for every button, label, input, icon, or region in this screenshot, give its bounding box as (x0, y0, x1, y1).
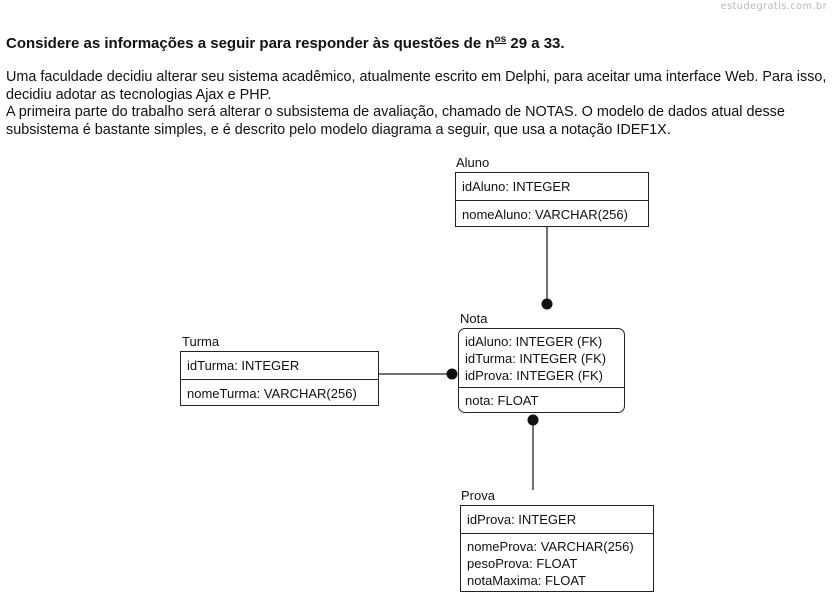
prova-entity-name: Prova (461, 488, 495, 503)
nota-key-attribute: idTurma: INTEGER (FK) (465, 351, 607, 366)
heading-text-end: 29 a 33. (506, 35, 565, 52)
turma-attribute: nomeTurma: VARCHAR(256) (187, 386, 357, 401)
nota-attribute: nota: FLOAT (465, 393, 539, 408)
turma-key-attribute: idTurma: INTEGER (187, 358, 300, 373)
aluno-key-attribute: idAluno: INTEGER (462, 179, 571, 194)
turma-entity-name: Turma (182, 334, 220, 349)
turma-entity (180, 351, 379, 406)
nota-key-attribute: idProva: INTEGER (FK) (465, 368, 603, 383)
turma-key-section (181, 352, 378, 379)
turma-attribute-section (181, 379, 378, 405)
heading-text: Considere as informações a seguir para responder às questões de n (6, 35, 495, 52)
nota-entity-name: Nota (460, 311, 488, 326)
aluno-entity-name: Aluno (456, 155, 490, 170)
paragraph-1: Uma faculdade decidiu alterar seu sistema acadêmico, atualmente escrito em Delphi, para aceitar uma interface Web. Para isso, decidiu adotar as tecnologias Ajax e PHP. (6, 69, 827, 103)
prova-nota-dot (528, 415, 539, 426)
nota-key-section (459, 329, 624, 387)
prova-entity (460, 505, 654, 592)
aluno-entity (455, 172, 649, 227)
prova-attribute: notaMaxima: FLOAT (467, 573, 586, 588)
aluno-attribute-section (456, 200, 648, 226)
aluno-nota-dot (542, 299, 553, 310)
prova-attribute-section (461, 533, 653, 591)
aluno-attribute: nomeAluno: VARCHAR(256) (462, 207, 628, 222)
prova-attribute: pesoProva: FLOAT (467, 556, 578, 571)
prova-key-section (461, 506, 653, 533)
heading-superscript: os (494, 34, 507, 45)
aluno-key-section (456, 173, 648, 200)
nota-key-attribute: idAluno: INTEGER (FK) (465, 334, 603, 349)
nota-attribute-section (459, 387, 624, 412)
nota-entity (458, 328, 625, 413)
prova-key-attribute: idProva: INTEGER (467, 512, 577, 527)
paragraph-2: A primeira parte do trabalho será alterar o subsistema de avaliação, chamado de NOTAS. O modelo de dados atual desse subsistema é bastante simples, e é descrito pelo modelo diagrama a seguir, que usa a notação IDEF1X. (6, 104, 785, 138)
watermark-text: estudegratis.com.br (720, 1, 827, 12)
turma-nota-dot (447, 369, 458, 380)
prova-attribute: nomeProva: VARCHAR(256) (467, 539, 634, 554)
